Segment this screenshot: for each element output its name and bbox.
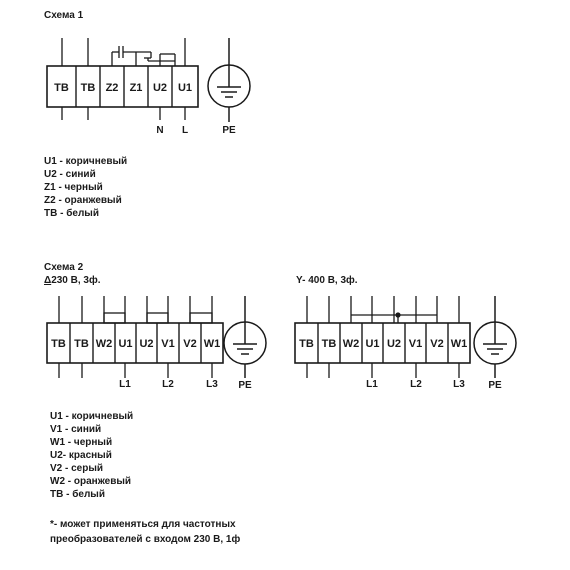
scheme2-delta-pe-ground-icon — [224, 296, 266, 378]
legend-item: U1 - коричневый — [44, 156, 128, 167]
star-terminal-label: U2 — [386, 338, 402, 350]
delta-symbol: Δ — [44, 275, 52, 286]
star-terminal-label: ТВ — [321, 338, 337, 350]
star-terminal-label: ТВ — [299, 338, 314, 350]
footnote-line: преобразователей с входом 230 В, 1ф — [50, 534, 241, 545]
legend-item: W1 - черный — [50, 437, 113, 448]
delta-terminal-label: V1 — [161, 338, 175, 350]
delta-terminal-label: ТВ — [51, 338, 66, 350]
delta-terminal-label: W1 — [203, 338, 221, 350]
legend-item: V2 - серый — [50, 463, 104, 474]
scheme1-pe-ground-icon — [208, 38, 250, 122]
footnote-line: *- может применяться для частотных — [50, 519, 236, 530]
scheme1-pe-label: PE — [222, 125, 236, 136]
legend-item: Z2 - оранжевый — [44, 195, 122, 206]
legend-item: Z1 - черный — [44, 182, 103, 193]
legend-item: V1 - синий — [50, 424, 102, 435]
delta-pe-label: PE — [238, 380, 252, 391]
scheme2-star-pe-ground-icon — [474, 296, 516, 378]
scheme1-neutral-label: N — [156, 125, 164, 136]
scheme1-title: Схема 1 — [44, 10, 84, 21]
star-junction-dot — [395, 312, 400, 317]
star-terminal-label: W1 — [450, 338, 468, 350]
legend-item: ТВ - белый — [44, 208, 99, 219]
scheme1-terminal-label: ТВ — [54, 82, 69, 94]
delta-line-label-l3: L3 — [206, 379, 218, 390]
scheme1-terminal-label: U2 — [152, 82, 168, 94]
scheme1-terminal-label: Z2 — [105, 82, 119, 94]
delta-terminal-label: U1 — [118, 338, 133, 350]
legend-item: U1 - коричневый — [50, 411, 134, 422]
scheme1-terminal-label: Z1 — [129, 82, 143, 94]
delta-terminal-label: W2 — [95, 338, 113, 350]
star-connection-title: Y- 400 В, 3ф. — [296, 275, 358, 286]
legend-item: W2 - оранжевый — [50, 476, 132, 487]
star-terminal-label: V2 — [430, 338, 444, 350]
delta-terminal-label: V2 — [183, 338, 197, 350]
scheme1-terminal-label: ТВ — [80, 82, 96, 94]
scheme2-legend — [50, 410, 133, 501]
delta-terminal-label: ТВ — [74, 338, 89, 350]
star-line-label-l1: L1 — [366, 379, 378, 390]
star-line-label-l3: L3 — [453, 379, 465, 390]
star-terminal-label: W2 — [342, 338, 360, 350]
legend-item: U2- красный — [50, 450, 112, 461]
star-line-label-l2: L2 — [410, 379, 422, 390]
delta-terminal-label: U2 — [139, 338, 154, 350]
star-pe-label: PE — [488, 380, 502, 391]
scheme2-title: Схема 2 — [44, 262, 84, 273]
footnote — [50, 517, 240, 547]
legend-item: U2 - синий — [44, 169, 96, 180]
delta-voltage-label: 230 В, 3ф. — [51, 275, 101, 286]
scheme1-terminal-label: U1 — [177, 82, 193, 94]
delta-line-label-l2: L2 — [162, 379, 174, 390]
star-terminal-label: U1 — [365, 338, 380, 350]
star-terminal-label: V1 — [408, 338, 423, 350]
delta-line-label-l1: L1 — [119, 379, 131, 390]
delta-connection-title — [44, 275, 101, 286]
scheme1-legend — [44, 155, 127, 220]
scheme1-line-label: L — [181, 125, 189, 136]
legend-item: ТВ - белый — [50, 489, 105, 500]
scheme1-terminal-block — [47, 66, 198, 107]
